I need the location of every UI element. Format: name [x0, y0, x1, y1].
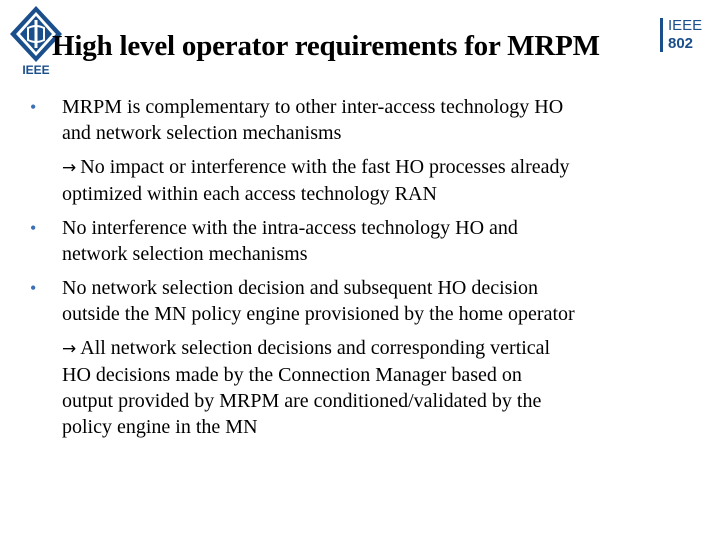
sub-line: HO decisions made by the Connection Manager based on — [62, 364, 522, 386]
bullet-item — [0, 94, 720, 146]
slide-content — [0, 94, 720, 440]
arrow-right-icon: → — [62, 339, 77, 359]
bullet-dot-icon: • — [30, 97, 37, 117]
ieee-802-logo-bottom-text: 802 — [668, 35, 694, 52]
bullet-line: MRPM is complementary to other inter-access technology HO — [62, 96, 564, 118]
sub-item — [0, 335, 720, 440]
bullet-line: and network selection mechanisms — [62, 122, 342, 144]
ieee-802-logo-top-text: IEEE — [668, 17, 703, 34]
sub-line: policy engine in the MN — [62, 416, 258, 438]
sub-line — [62, 335, 720, 362]
bullet-line: No interference with the intra-access technology HO and — [62, 217, 518, 239]
arrow-right-icon: → — [62, 158, 77, 178]
sub-line: optimized within each access technology RAN — [62, 183, 437, 205]
sub-line-text: No impact or interference with the fast HO processes already — [80, 156, 570, 178]
sub-item — [0, 154, 720, 207]
sub-line-text: All network selection decisions and corresponding vertical — [80, 337, 551, 359]
sub-line: output provided by MRPM are conditioned/validated by the — [62, 390, 542, 412]
bullet-dot-icon: • — [30, 218, 37, 238]
bullet-line: network selection mechanisms — [62, 243, 308, 265]
sub-line — [62, 154, 720, 181]
bullet-line: No network selection decision and subsequent HO decision — [62, 277, 539, 299]
bullet-item — [0, 275, 720, 327]
ieee-802-logo-icon — [660, 14, 708, 54]
ieee-802-logo — [660, 14, 708, 54]
bullet-dot-icon: • — [30, 278, 37, 298]
bullet-line: outside the MN policy engine provisioned by the home operator — [62, 303, 575, 325]
ieee-logo-text: IEEE — [22, 63, 50, 76]
slide-title: High level operator requirements for MRPM — [52, 30, 600, 62]
bullet-item — [0, 215, 720, 267]
